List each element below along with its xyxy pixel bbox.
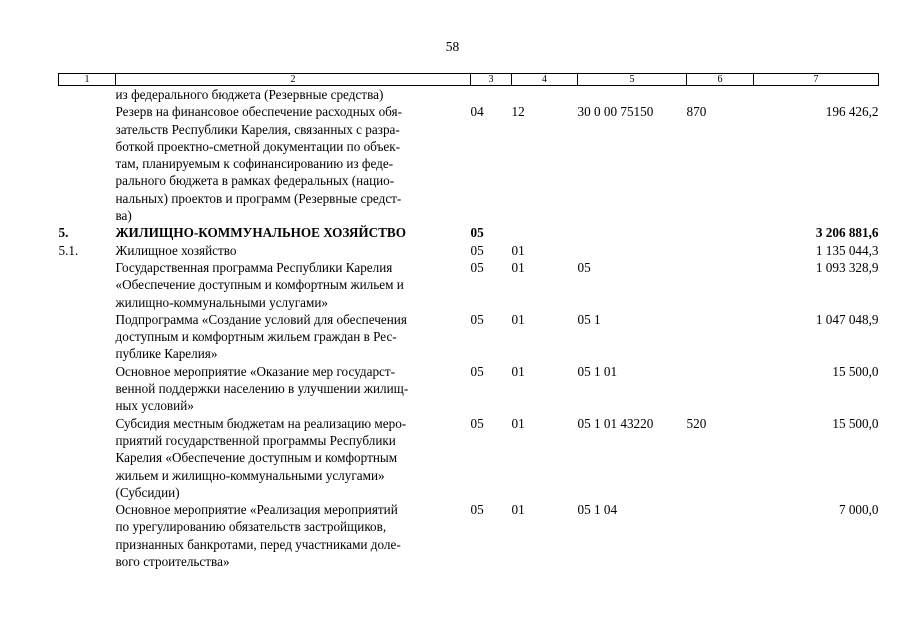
- row-amount: 1 093 328,9: [815, 259, 879, 275]
- description-line: публике Карелия»: [115, 346, 218, 362]
- description-line: боткой проектно-сметной документации по объек-: [115, 138, 401, 154]
- description-line: приятий государственной программы Республики: [115, 432, 396, 448]
- row-description: [116, 224, 471, 241]
- target-article-code: [578, 224, 687, 241]
- row-number: [59, 311, 116, 363]
- description-line: ЖИЛИЩНО-КОММУНАЛЬНОЕ ХОЗЯЙСТВО: [115, 225, 406, 241]
- row-description: [116, 103, 471, 224]
- expense-type-code: [687, 86, 754, 104]
- subsection-code: 12: [511, 104, 525, 120]
- section-code: 05: [470, 225, 484, 241]
- row-number: [59, 501, 116, 570]
- subsection-code: 01: [511, 259, 525, 275]
- row-number: 5.1.: [58, 242, 79, 258]
- description-line: рального бюджета в рамках федеральных (нацио-: [115, 173, 395, 189]
- table-row: [59, 224, 879, 241]
- row-description: [116, 86, 471, 104]
- row-number: [59, 86, 116, 104]
- expense-type-code: [687, 501, 754, 570]
- target-article-code: 05 1: [577, 311, 601, 327]
- description-line: Карелия «Обеспечение доступным и комфортным: [115, 450, 398, 466]
- description-line: по урегулированию обязательств застройщиков,: [115, 519, 387, 535]
- description-line: Подпрограмма «Создание условий для обеспечения: [115, 311, 407, 327]
- description-line: зательств Республики Карелия, связанных с разра-: [115, 121, 400, 137]
- table-row: [59, 103, 879, 224]
- subsection-code: [512, 86, 578, 104]
- table-row: [59, 259, 879, 311]
- row-amount: 15 500,0: [832, 415, 879, 431]
- row-description: [116, 259, 471, 311]
- description-line: «Обеспечение доступным и комфортным жильем и: [115, 277, 404, 293]
- subsection-code: 01: [511, 415, 525, 431]
- section-code: 05: [470, 259, 484, 275]
- table-row: [59, 311, 879, 363]
- budget-table: [58, 73, 879, 570]
- row-amount: 7 000,0: [838, 502, 879, 518]
- row-description: [116, 311, 471, 363]
- description-line: Государственная программа Республики Карелия: [115, 259, 393, 275]
- row-amount: [754, 86, 879, 104]
- description-line: ва): [115, 208, 132, 224]
- subsection-code: [512, 224, 578, 241]
- section-code: 05: [470, 311, 484, 327]
- description-line: жилищно-коммунальными услугами»: [115, 294, 328, 310]
- row-amount: 1 047 048,9: [815, 311, 879, 327]
- row-description: [116, 415, 471, 501]
- target-article-code: 05 1 04: [577, 502, 618, 518]
- table-body: [59, 86, 879, 571]
- description-line: из федерального бюджета (Резервные средства): [115, 87, 384, 102]
- subsection-code: 01: [511, 311, 525, 327]
- column-number: 1: [59, 74, 116, 86]
- table-row: [59, 501, 879, 570]
- description-line: Жилищное хозяйство: [115, 242, 237, 258]
- table-row: [59, 86, 879, 104]
- description-line: (Субсидии): [115, 484, 180, 500]
- target-article-code: [578, 242, 687, 259]
- table-row: [59, 415, 879, 501]
- description-line: жильем и жилищно-коммунальными услугами»: [115, 467, 385, 483]
- section-code: 04: [470, 104, 484, 120]
- table-row: [59, 363, 879, 415]
- column-number: 5: [578, 74, 687, 86]
- section-code: 05: [470, 363, 484, 379]
- expense-type-code: [687, 311, 754, 363]
- row-amount: 1 135 044,3: [815, 242, 879, 258]
- section-code: 05: [470, 502, 484, 518]
- description-line: Основное мероприятие «Оказание мер государст-: [115, 363, 396, 379]
- target-article-code: 05: [577, 259, 591, 275]
- section-code: 05: [470, 242, 484, 258]
- expense-type-code: [687, 363, 754, 415]
- expense-type-code: 870: [686, 104, 707, 120]
- target-article-code: 30 0 00 75150: [577, 104, 654, 120]
- column-number: 3: [471, 74, 512, 86]
- section-code: 05: [470, 415, 484, 431]
- column-number: 6: [687, 74, 754, 86]
- expense-type-code: 520: [686, 415, 707, 431]
- row-number: 5.: [58, 225, 69, 241]
- description-line: ных условий»: [115, 398, 194, 414]
- column-number: 7: [754, 74, 879, 86]
- table-row: [59, 242, 879, 259]
- column-number: 2: [116, 74, 471, 86]
- expense-type-code: [687, 242, 754, 259]
- description-line: Основное мероприятие «Реализация мероприятий: [115, 502, 398, 518]
- column-number-row: [59, 74, 879, 86]
- description-line: признанных банкротами, перед участниками доле-: [115, 536, 401, 552]
- row-amount: 3 206 881,6: [815, 225, 879, 241]
- description-line: там, планируемым к софинансированию из феде-: [115, 156, 394, 172]
- description-line: нальных) проектов и программ (Резервные средст-: [115, 190, 402, 206]
- description-line: вого строительства»: [115, 554, 230, 570]
- target-article-code: [578, 86, 687, 104]
- subsection-code: 01: [511, 502, 525, 518]
- subsection-code: 01: [511, 363, 525, 379]
- column-number: 4: [512, 74, 578, 86]
- description-line: доступным и комфортным жильем граждан в Рес-: [115, 329, 397, 345]
- row-number: [59, 363, 116, 415]
- page-number: 58: [445, 39, 460, 54]
- row-number: [59, 103, 116, 224]
- row-description: [116, 501, 471, 570]
- expense-type-code: [687, 224, 754, 241]
- section-code: [471, 86, 512, 104]
- row-amount: 196 426,2: [825, 104, 879, 120]
- description-line: Субсидия местным бюджетам на реализацию меро-: [115, 415, 407, 431]
- row-description: [116, 242, 471, 259]
- expense-type-code: [687, 259, 754, 311]
- row-description: [116, 363, 471, 415]
- description-line: венной поддержки населению в улучшении жилищ-: [115, 381, 409, 397]
- description-line: Резерв на финансовое обеспечение расходных обя-: [115, 104, 402, 120]
- row-number: [59, 415, 116, 501]
- subsection-code: 01: [511, 242, 525, 258]
- row-amount: 15 500,0: [832, 363, 879, 379]
- target-article-code: 05 1 01 43220: [577, 415, 654, 431]
- row-number: [59, 259, 116, 311]
- target-article-code: 05 1 01: [577, 363, 618, 379]
